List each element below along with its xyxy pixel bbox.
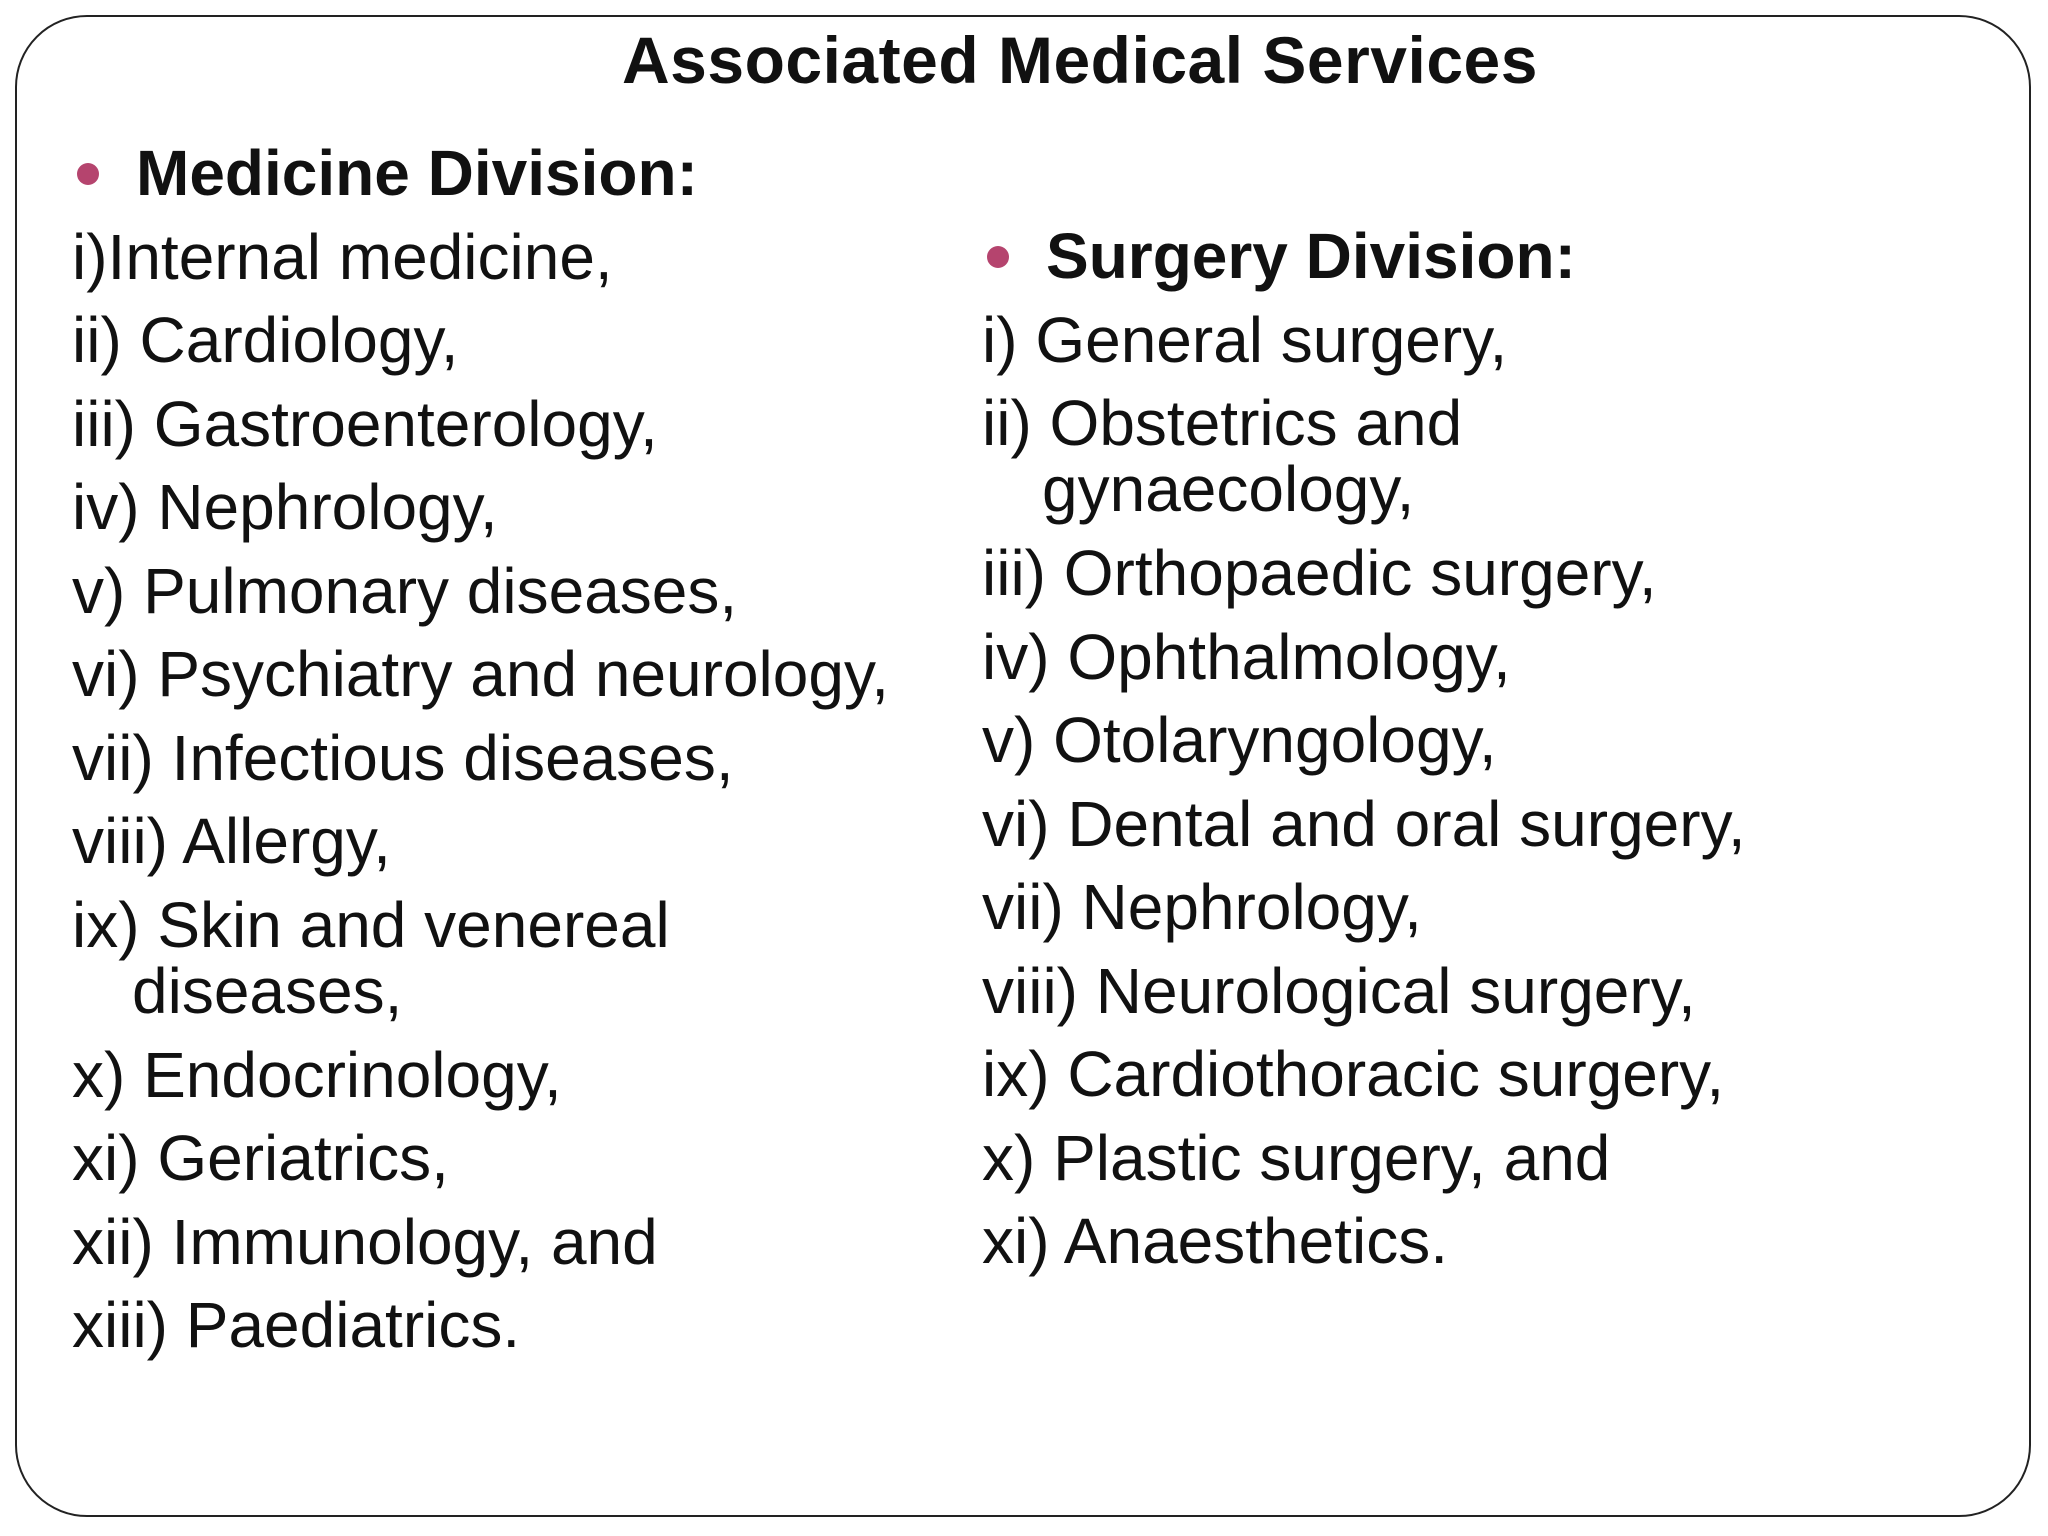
medicine-division-heading bbox=[72, 132, 972, 216]
medicine-item: vii) Infectious diseases, bbox=[72, 721, 734, 794]
bullet-dot-icon bbox=[77, 163, 99, 185]
surgery-division-heading bbox=[982, 215, 1982, 299]
surgery-item: iii) Orthopaedic surgery, bbox=[982, 537, 1657, 609]
surgery-item: viii) Neurological surgery, bbox=[982, 954, 1696, 1027]
medicine-item: iv) Nephrology, bbox=[72, 471, 498, 543]
medicine-division-label: Medicine Division: bbox=[136, 137, 698, 209]
medicine-item: v) Pulmonary diseases, bbox=[72, 554, 738, 627]
medicine-item: i)Internal medicine, bbox=[72, 220, 613, 293]
bullet-dot-icon bbox=[987, 246, 1009, 268]
medicine-item: viii) Allergy, bbox=[72, 805, 391, 877]
medicine-item: xiii) Paediatrics. bbox=[72, 1289, 521, 1361]
surgery-division-label: Surgery Division: bbox=[1046, 220, 1576, 292]
surgery-item: v) Otolaryngology, bbox=[982, 704, 1497, 776]
surgery-item: x) Plastic surgery, and bbox=[982, 1121, 1611, 1194]
medicine-item: vi) Psychiatry and neurology, bbox=[72, 638, 889, 710]
medicine-item: iii) Gastroenterology, bbox=[72, 387, 658, 460]
surgery-item: vii) Nephrology, bbox=[982, 871, 1422, 943]
medicine-division-column bbox=[72, 132, 972, 1368]
medicine-item: ii) Cardiology, bbox=[72, 304, 459, 376]
medicine-item: xii) Immunology, and bbox=[72, 1205, 658, 1278]
surgery-item: i) General surgery, bbox=[982, 303, 1508, 376]
surgery-item: ix) Cardiothoracic surgery, bbox=[982, 1038, 1725, 1110]
surgery-item: xi) Anaesthetics. bbox=[982, 1205, 1448, 1277]
slide-title: Associated Medical Services bbox=[622, 23, 1538, 97]
medicine-item: ix) Skin and venereal diseases, bbox=[72, 888, 670, 1027]
surgery-division-column bbox=[982, 215, 1982, 1284]
surgery-item: iv) Ophthalmology, bbox=[982, 620, 1511, 693]
surgery-item: vi) Dental and oral surgery, bbox=[982, 787, 1746, 860]
medicine-item: x) Endocrinology, bbox=[72, 1038, 562, 1111]
surgery-item: ii) Obstetrics and gynaecology, bbox=[982, 387, 1463, 525]
medicine-item: xi) Geriatrics, bbox=[72, 1122, 449, 1194]
